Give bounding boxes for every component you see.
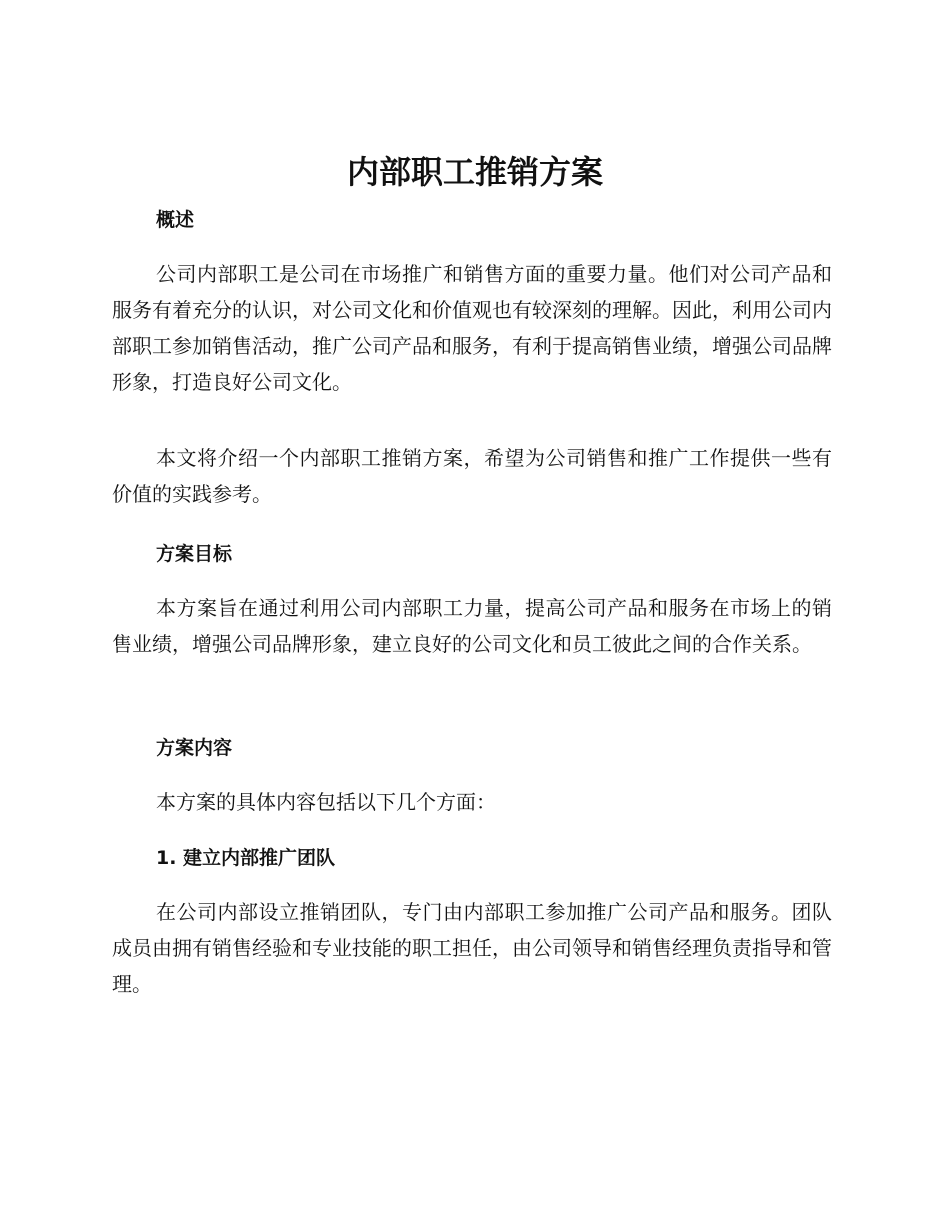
- paragraph-content-1: 本方案的具体内容包括以下几个方面：: [156, 790, 496, 814]
- document-title: 内部职工推销方案: [346, 153, 603, 191]
- paragraph-overview-1: 公司内部职工是公司在市场推广和销售方面的重要力量。他们对公司产品和服务有着充分的认识，对公司文化和价值观也有较深刻的理解。因此，利用公司内部职工参加销售活动，推广公司产品和服务，有利于提高销售业绩，增强公司品牌形象，打造良好公司文化。: [112, 262, 832, 394]
- section-heading-content: 方案内容: [156, 737, 233, 759]
- section-heading-goals: 方案目标: [156, 543, 233, 565]
- paragraph-team-1: 在公司内部设立推销团队，专门由内部职工参加推广公司产品和服务。团队成员由拥有销售经验和专业技能的职工担任，由公司领导和销售经理负责指导和管理。: [112, 900, 832, 996]
- paragraph-goals-1: 本方案旨在通过利用公司内部职工力量，提高公司产品和服务在市场上的销售业绩，增强公司品牌形象，建立良好的公司文化和员工彼此之间的合作关系。: [112, 596, 832, 656]
- section-heading-overview: 概述: [156, 209, 195, 231]
- section-heading-team: 1. 建立内部推广团队: [156, 847, 336, 869]
- paragraph-overview-2: 本文将介绍一个内部职工推销方案，希望为公司销售和推广工作提供一些有价值的实践参考。: [112, 446, 832, 506]
